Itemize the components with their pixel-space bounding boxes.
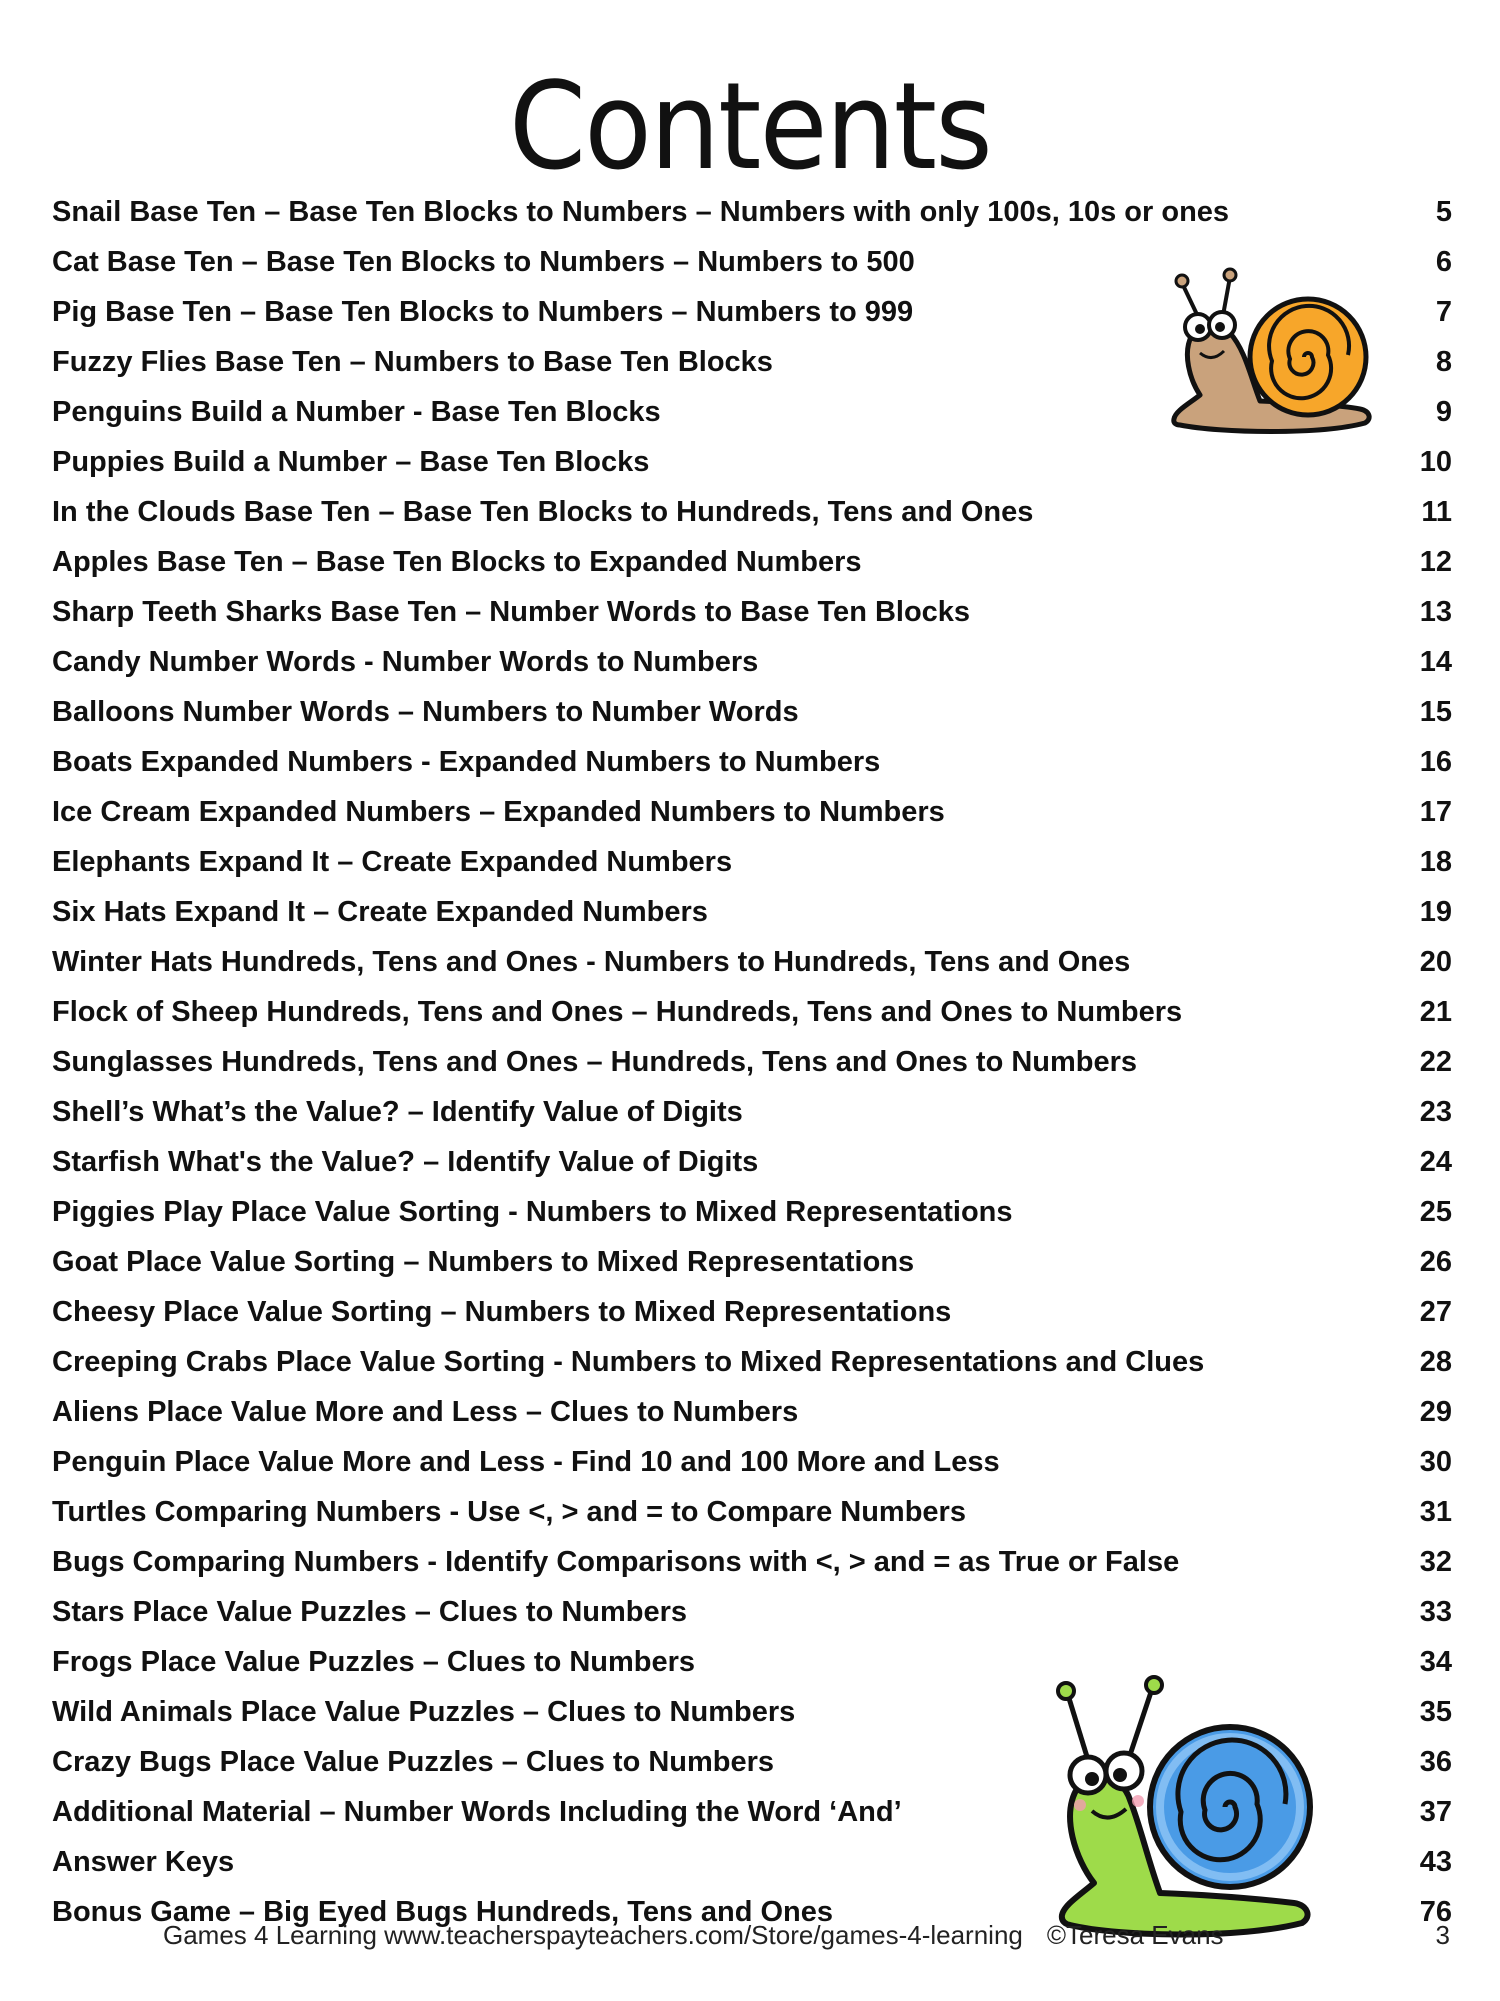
toc-entry-page: 8 (1435, 346, 1452, 378)
toc-entry-label: Ice Cream Expanded Numbers – Expanded Numbers to Numbers (52, 796, 945, 828)
footer-text: Games 4 Learning www.teacherspayteachers.com/Store/games-4-learning (163, 1920, 1023, 1950)
toc-entry-page: 30 (1419, 1446, 1452, 1478)
toc-entry-page: 34 (1419, 1646, 1452, 1678)
toc-entry-page: 19 (1419, 896, 1452, 928)
toc-entry-label: Additional Material – Number Words Including the Word ‘And’ (52, 1796, 902, 1828)
toc-entry-page: 17 (1419, 796, 1452, 828)
toc-entry (52, 537, 1452, 587)
toc-entry (52, 1437, 1452, 1487)
toc-entry-page: 18 (1419, 846, 1452, 878)
toc-entry (52, 787, 1452, 837)
toc-entry (52, 987, 1452, 1037)
toc-entry (52, 1037, 1452, 1087)
toc-entry-label: Shell’s What’s the Value? – Identify Value of Digits (52, 1096, 743, 1128)
toc-entry-page: 21 (1419, 996, 1452, 1028)
toc-entry-label: Candy Number Words - Number Words to Numbers (52, 646, 759, 678)
toc-entry (52, 587, 1452, 637)
toc-entry-label: Frogs Place Value Puzzles – Clues to Numbers (52, 1646, 696, 1678)
footer (163, 1920, 1224, 1951)
toc-entry (52, 1387, 1452, 1437)
toc-entry-page: 24 (1419, 1146, 1452, 1178)
toc-entry-label: Stars Place Value Puzzles – Clues to Numbers (52, 1596, 688, 1628)
toc-entry-label: Wild Animals Place Value Puzzles – Clues to Numbers (52, 1696, 796, 1728)
toc-entry (52, 1137, 1452, 1187)
toc-entry-label: In the Clouds Base Ten – Base Ten Blocks to Hundreds, Tens and Ones (52, 496, 1034, 528)
toc-entry-label: Answer Keys (52, 1846, 235, 1878)
toc-entry-page: 33 (1419, 1596, 1452, 1628)
footer-page-number: 3 (1435, 1920, 1450, 1950)
toc-entry-label: Boats Expanded Numbers - Expanded Numbers to Numbers (52, 746, 881, 778)
toc-entry-page: 36 (1419, 1746, 1452, 1778)
toc-entry (52, 837, 1452, 887)
toc-entry-label: Apples Base Ten – Base Ten Blocks to Expanded Numbers (52, 546, 862, 578)
toc-entry (52, 1537, 1452, 1587)
toc-entry-label: Creeping Crabs Place Value Sorting - Numbers to Mixed Representations and Clues (52, 1346, 1205, 1378)
toc-entry (52, 1187, 1452, 1237)
toc-entry-label: Sharp Teeth Sharks Base Ten – Number Words to Base Ten Blocks (52, 596, 971, 628)
toc-entry-page: 20 (1419, 946, 1452, 978)
toc-entry-page: 28 (1419, 1346, 1452, 1378)
toc-entry-page: 7 (1435, 296, 1452, 328)
toc-entry-page: 10 (1419, 446, 1452, 478)
toc-entry (52, 1587, 1452, 1637)
toc-entry (52, 1337, 1452, 1387)
toc-entry (52, 437, 1452, 487)
toc-entry (52, 737, 1452, 787)
toc-entry-label: Bugs Comparing Numbers - Identify Comparisons with <, > and = as True or False (52, 1546, 1180, 1578)
toc-entry-label: Snail Base Ten – Base Ten Blocks to Numbers – Numbers with only 100s, 10s or ones (52, 196, 1230, 228)
toc-entry (52, 487, 1452, 537)
toc-entry-page: 5 (1435, 196, 1452, 228)
toc-entry-page: 26 (1419, 1246, 1452, 1278)
toc-entry-page: 16 (1419, 746, 1452, 778)
toc-entry-page: 22 (1419, 1046, 1452, 1078)
toc-entry-page: 23 (1419, 1096, 1452, 1128)
toc-entry-label: Puppies Build a Number – Base Ten Blocks (52, 446, 650, 478)
toc-entry-page: 14 (1419, 646, 1452, 678)
toc-entry-label: Winter Hats Hundreds, Tens and Ones - Numbers to Hundreds, Tens and Ones (52, 946, 1131, 978)
snail-orange-icon (1160, 255, 1380, 440)
toc-entry-label: Aliens Place Value More and Less – Clues to Numbers (52, 1396, 799, 1428)
toc-entry-label: Sunglasses Hundreds, Tens and Ones – Hundreds, Tens and Ones to Numbers (52, 1046, 1138, 1078)
toc-entry (52, 1487, 1452, 1537)
footer-copyright: ©Teresa Evans (1046, 1920, 1224, 1950)
toc-entry-page: 15 (1419, 696, 1452, 728)
toc-entry-page: 32 (1419, 1546, 1452, 1578)
toc-entry-label: Starfish What's the Value? – Identify Value of Digits (52, 1146, 759, 1178)
toc-entry (52, 187, 1452, 237)
toc-entry-page: 29 (1419, 1396, 1452, 1428)
toc-entry-page: 11 (1421, 496, 1452, 528)
toc-entry-label: Goat Place Value Sorting – Numbers to Mixed Representations (52, 1246, 915, 1278)
toc-entry-page: 12 (1419, 546, 1452, 578)
toc-entry-page: 31 (1419, 1496, 1452, 1528)
toc-entry-label: Piggies Play Place Value Sorting - Numbers to Mixed Representations (52, 1196, 1013, 1228)
toc-entry-page: 43 (1419, 1846, 1452, 1878)
toc-entry (52, 1287, 1452, 1337)
toc-entry-label: Cheesy Place Value Sorting – Numbers to Mixed Representations (52, 1296, 952, 1328)
toc-entry-label: Six Hats Expand It – Create Expanded Numbers (52, 896, 708, 928)
toc-entry (52, 1087, 1452, 1137)
toc-entry-label: Balloons Number Words – Numbers to Number Words (52, 696, 799, 728)
toc-entry-label: Elephants Expand It – Create Expanded Numbers (52, 846, 733, 878)
toc-entry-label: Flock of Sheep Hundreds, Tens and Ones – Hundreds, Tens and Ones to Numbers (52, 996, 1183, 1028)
toc-entry-label: Turtles Comparing Numbers - Use <, > and = to Compare Numbers (52, 1496, 966, 1528)
toc-entry-label: Cat Base Ten – Base Ten Blocks to Numbers – Numbers to 500 (52, 246, 915, 278)
toc-entry-page: 6 (1435, 246, 1452, 278)
toc-entry (52, 637, 1452, 687)
toc-entry-label: Crazy Bugs Place Value Puzzles – Clues to Numbers (52, 1746, 775, 1778)
toc-entry (52, 1237, 1452, 1287)
page-title: Contents (509, 58, 991, 197)
toc-entry-page: 27 (1419, 1296, 1452, 1328)
toc-entry-page: 37 (1419, 1796, 1452, 1828)
toc-entry-page: 9 (1435, 396, 1452, 428)
toc-entry-label: Penguin Place Value More and Less - Find 10 and 100 More and Less (52, 1446, 1000, 1478)
toc-entry (52, 887, 1452, 937)
toc-entry-page: 76 (1419, 1896, 1452, 1928)
toc-entry-page: 35 (1419, 1696, 1452, 1728)
snail-blue-icon (1040, 1655, 1320, 1945)
toc-entry-label: Bonus Game – Big Eyed Bugs Hundreds, Tens and Ones (52, 1896, 834, 1928)
toc-entry-label: Penguins Build a Number - Base Ten Blocks (52, 396, 661, 428)
toc-entry (52, 687, 1452, 737)
toc-entry-label: Pig Base Ten – Base Ten Blocks to Numbers – Numbers to 999 (52, 296, 914, 328)
toc-entry-page: 13 (1419, 596, 1452, 628)
toc-entry-page: 25 (1419, 1196, 1452, 1228)
toc-entry (52, 937, 1452, 987)
toc-entry-label: Fuzzy Flies Base Ten – Numbers to Base Ten Blocks (52, 346, 773, 378)
